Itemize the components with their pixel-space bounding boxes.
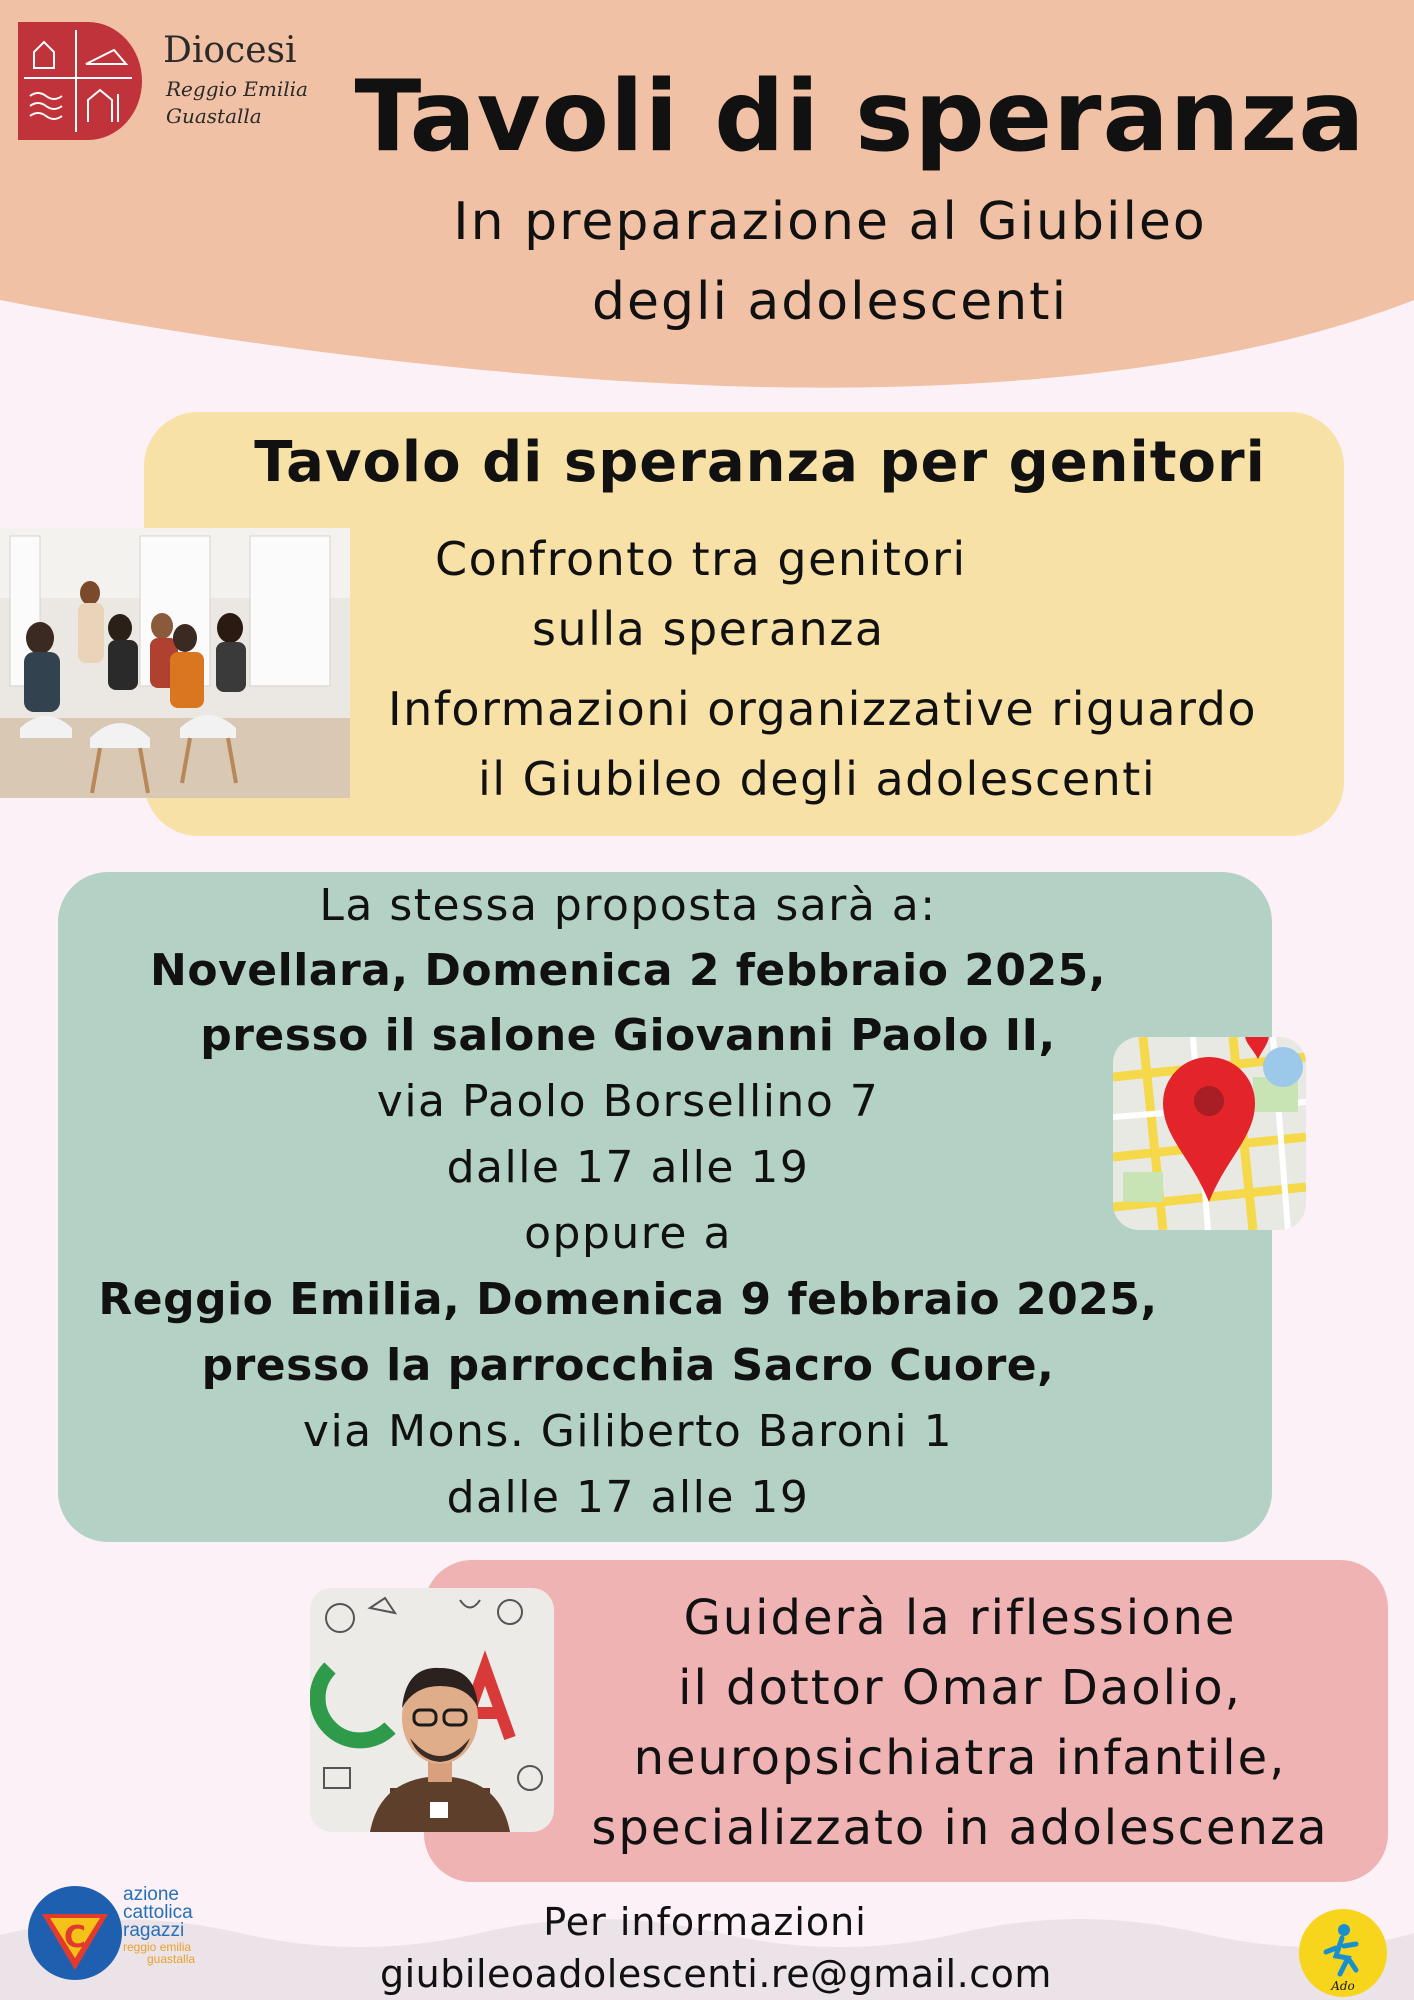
speaker-photo xyxy=(310,1588,554,1832)
speaker-specialty: specializzato in adolescenza xyxy=(591,1800,1329,1856)
acr-logo-text: ragazzi xyxy=(123,1920,185,1941)
logo-name: Diocesi xyxy=(163,30,297,71)
speaker-role: neuropsichiatra infantile, xyxy=(633,1730,1287,1786)
event-2-time: dalle 17 alle 19 xyxy=(446,1472,810,1523)
logo-subtitle: Guastalla xyxy=(166,104,262,128)
parents-card-line: Confronto tra genitori xyxy=(435,532,967,586)
acr-logo-text: azione xyxy=(123,1884,179,1905)
dates-intro: La stessa proposta sarà a: xyxy=(319,880,937,931)
parents-card-line: il Giubileo degli adolescenti xyxy=(478,752,1157,806)
event-2-date: Reggio Emilia, Domenica 9 febbraio 2025, xyxy=(98,1274,1158,1325)
parents-card-line: Informazioni organizzative riguardo xyxy=(388,682,1257,736)
event-2-address: via Mons. Giliberto Baroni 1 xyxy=(302,1406,954,1457)
ado-logo-icon xyxy=(1298,1908,1388,1998)
svg-text:C: C xyxy=(63,1920,87,1955)
parents-group-photo xyxy=(0,528,350,798)
info-label: Per informazioni xyxy=(543,1900,867,1944)
dates-separator-text: oppure a xyxy=(524,1208,732,1259)
acr-logo-text: guastalla xyxy=(147,1952,196,1966)
parents-card-line: sulla speranza xyxy=(532,602,885,656)
acr-logo-text: cattolica xyxy=(123,1902,193,1923)
speaker-name: il dottor Omar Daolio, xyxy=(678,1660,1242,1716)
event-1-address: via Paolo Borsellino 7 xyxy=(376,1076,880,1127)
acr-logo-text: reggio emilia xyxy=(123,1940,192,1954)
acr-logo-icon xyxy=(26,1884,124,1982)
diocese-logo-icon xyxy=(18,22,142,140)
contact-email-link[interactable]: giubileoadolescenti.re@gmail.com xyxy=(380,1952,1052,1996)
event-1-date: Novellara, Domenica 2 febbraio 2025, xyxy=(150,945,1106,996)
page-subtitle: degli adolescenti xyxy=(591,272,1069,332)
map-pin-icon xyxy=(1113,1037,1306,1230)
page-subtitle: In preparazione al Giubileo xyxy=(453,192,1207,252)
page-title: Tavoli di speranza xyxy=(354,60,1366,174)
speaker-line: Guiderà la riflessione xyxy=(683,1590,1237,1646)
ado-logo-label: Ado xyxy=(1331,1979,1355,1993)
event-2-venue: presso la parrocchia Sacro Cuore, xyxy=(201,1340,1055,1391)
logo-subtitle: Reggio Emilia xyxy=(166,77,308,101)
event-1-time: dalle 17 alle 19 xyxy=(446,1142,810,1193)
event-1-venue: presso il salone Giovanni Paolo II, xyxy=(200,1010,1056,1061)
parents-card-title: Tavolo di speranza per genitori xyxy=(254,430,1266,495)
